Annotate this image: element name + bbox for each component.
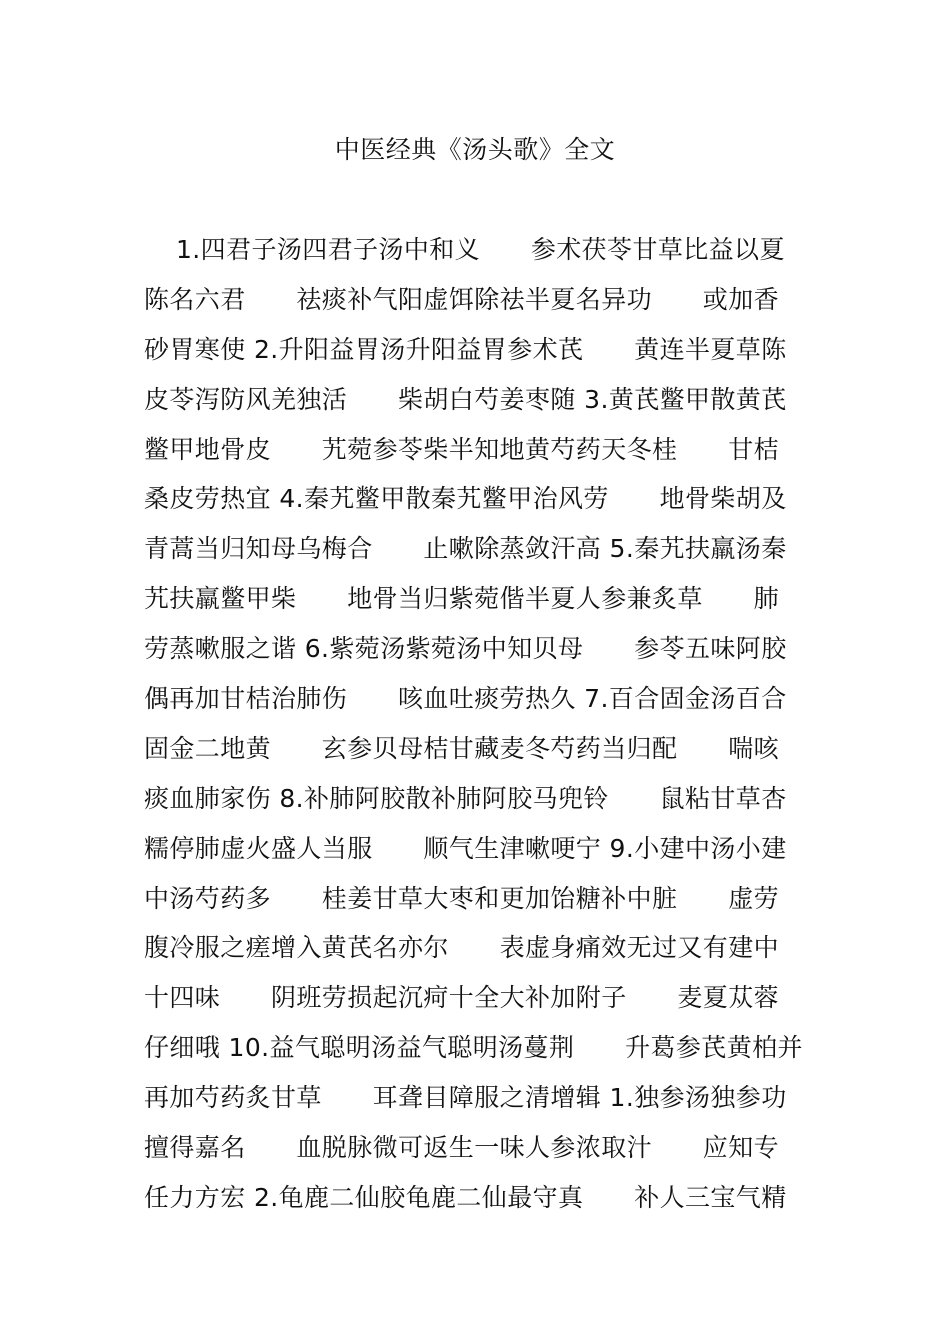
text-line: 砂胃寒使 2.升阳益胃汤升阳益胃参术芪 黄连半夏草陈 xyxy=(144,334,787,364)
text-line: 鳖甲地骨皮 艽菀参苓柴半知地黄芍药天冬桂 甘桔 xyxy=(144,434,780,464)
text-line: 艽扶羸鳖甲柴 地骨当归紫菀偕半夏人参兼炙草 肺 xyxy=(144,584,780,614)
text-line: 仔细哦 10.益气聪明汤益气聪明汤蔓荆 升葛参芪黄柏并 xyxy=(144,1033,803,1063)
text-line: 痰血肺家伤 8.补肺阿胶散补肺阿胶马兜铃 鼠粘甘草杏 xyxy=(144,783,787,813)
text-line: 劳蒸嗽服之谐 6.紫菀汤紫菀汤中知贝母 参苓五味阿胶 xyxy=(144,634,787,664)
text-line: 糯停肺虚火盛人当服 顺气生津嗽哽宁 9.小建中汤小建 xyxy=(144,833,787,863)
text-line: 擅得嘉名 血脱脉微可返生一味人参浓取汁 应知专 xyxy=(144,1133,780,1163)
text-line: 偶再加甘桔治肺伤 咳血吐痰劳热久 7.百合固金汤百合 xyxy=(144,684,787,714)
text-line: 桑皮劳热宜 4.秦艽鳖甲散秦艽鳖甲治风劳 地骨柴胡及 xyxy=(144,484,787,514)
text-line: 腹冷服之瘥增入黄芪名亦尔 表虚身痛效无过又有建中 xyxy=(144,933,780,963)
text-line: 中汤芍药多 桂姜甘草大枣和更加饴糖补中脏 虚劳 xyxy=(144,883,780,913)
document-title: 中医经典《汤头歌》全文 xyxy=(334,135,616,164)
text-line: 十四味 阴班劳损起沉疴十全大补加附子 麦夏苁蓉 xyxy=(144,983,780,1013)
document-body xyxy=(144,230,824,1228)
text-line: 陈名六君 祛痰补气阳虚饵除祛半夏名异功 或加香 xyxy=(144,284,780,314)
text-line: 1.四君子汤四君子汤中和义 参术茯苓甘草比益以夏 xyxy=(176,235,785,264)
text-line: 皮苓泻防风羌独活 柴胡白芍姜枣随 3.黄芪鳖甲散黄芪 xyxy=(144,384,787,414)
text-line: 再加芍药炙甘草 耳聋目障服之清增辑 1.独参汤独参功 xyxy=(144,1083,787,1113)
text-line: 任力方宏 2.龟鹿二仙胶龟鹿二仙最守真 补人三宝气精 xyxy=(144,1182,787,1212)
text-line: 固金二地黄 玄参贝母桔甘藏麦冬芍药当归配 喘咳 xyxy=(144,733,780,763)
text-line: 青蒿当归知母乌梅合 止嗽除蒸敛汗高 5.秦艽扶羸汤秦 xyxy=(144,534,787,564)
